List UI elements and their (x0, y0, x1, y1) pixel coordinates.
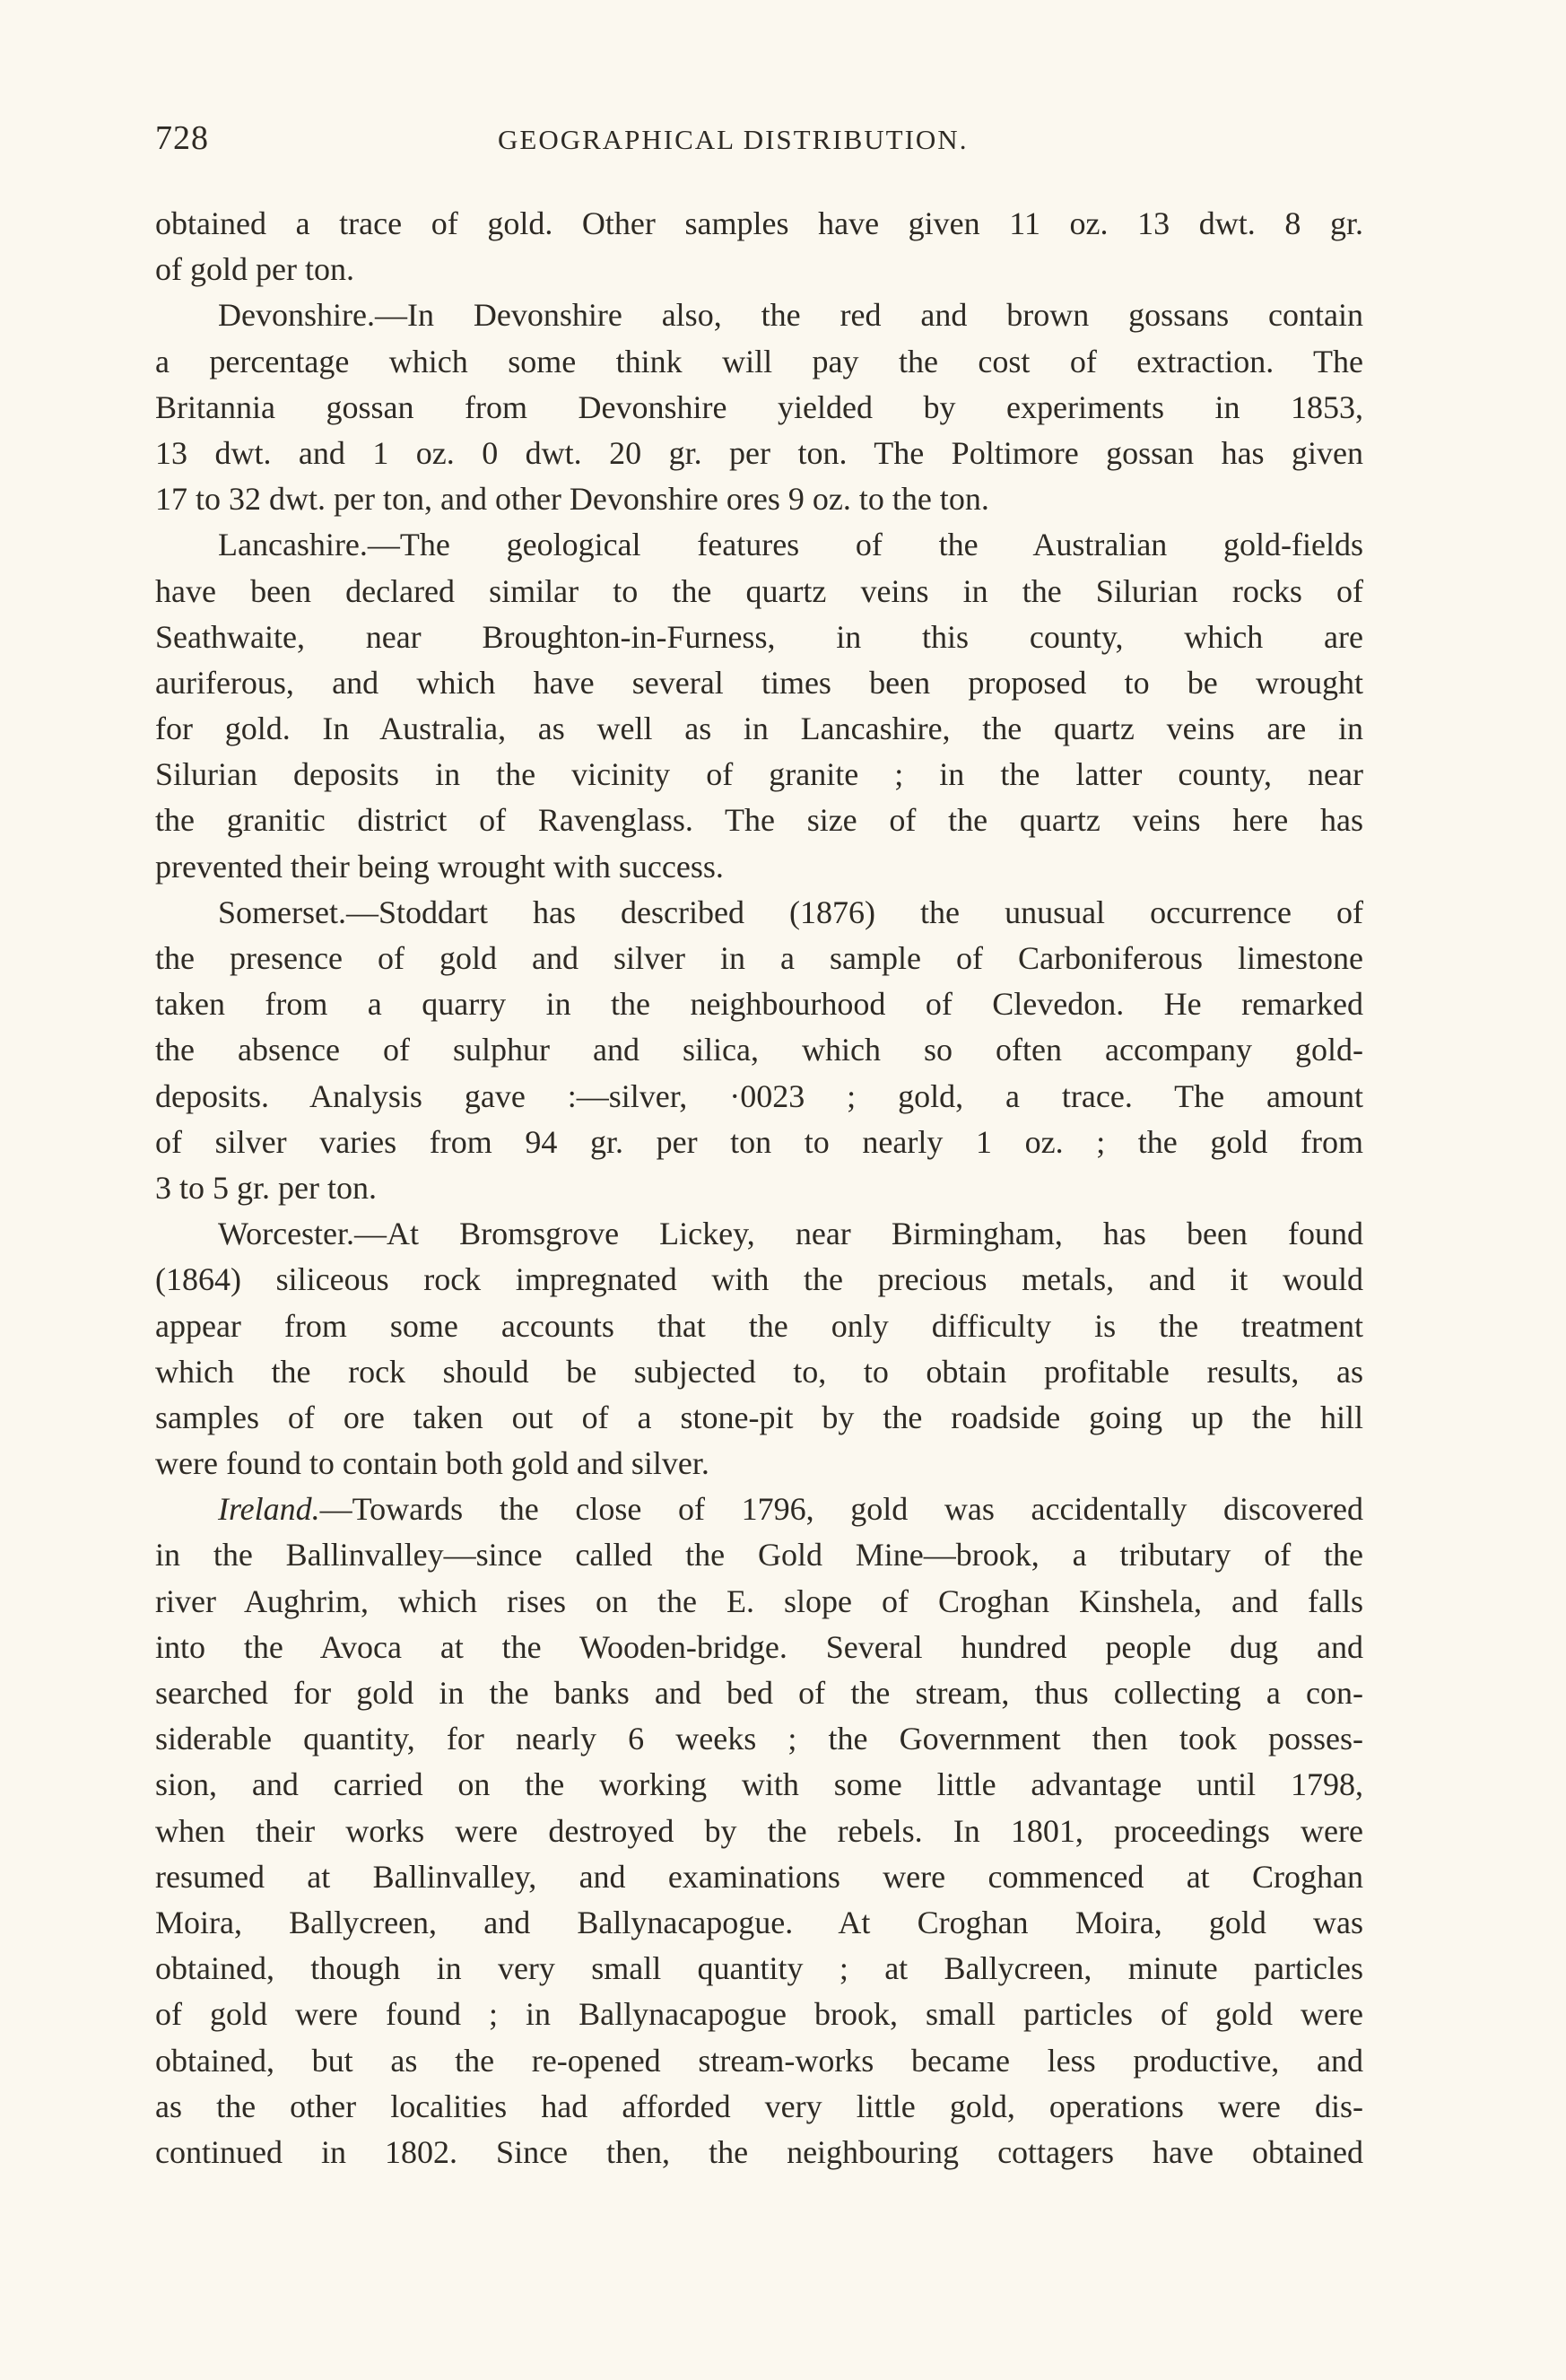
text-line: 3 to 5 gr. per ton. (155, 1169, 377, 1206)
text-line: as the other localities had afforded very little gold, operations were dis- (155, 2088, 1363, 2124)
text-line: Britannia gossan from Devonshire yielded by experiments in 1853, (155, 388, 1363, 425)
text-line: Somerset.—Stoddart has described (1876) the unusual occurrence of (218, 894, 1363, 930)
text-line: Silurian deposits in the vicinity of granite ; in the latter county, near (155, 756, 1363, 793)
text-line: obtained a trace of gold. Other samples have given 11 oz. 13 dwt. 8 gr. (155, 205, 1363, 241)
text-line: of silver varies from 94 gr. per ton to nearly 1 oz. ; the gold from (155, 1123, 1363, 1160)
text-line: the presence of gold and silver in a sample of Carboniferous limestone (155, 940, 1363, 976)
text-line: 17 to 32 dwt. per ton, and other Devonshire ores 9 oz. to the ton. (155, 481, 989, 518)
text-line: into the Avoca at the Wooden-bridge. Several hundred people dug and (155, 1628, 1363, 1665)
text-line: when their works were destroyed by the rebels. In 1801, proceedings were (155, 1812, 1363, 1849)
text-line: samples of ore taken out of a stone-pit by the roadside going up the hill (155, 1399, 1363, 1435)
page-header (155, 118, 1363, 163)
text-line: were found to contain both gold and silver. (155, 1445, 709, 1482)
running-head: GEOGRAPHICAL DISTRIBUTION. (498, 124, 969, 155)
text-line: a percentage which some think will pay the cost of extraction. The (155, 343, 1363, 379)
text-line: taken from a quarry in the neighbourhood of Clevedon. He remarked (155, 986, 1363, 1023)
text-line: searched for gold in the banks and bed of the stream, thus collecting a con- (155, 1675, 1363, 1711)
text-line: which the rock should be subjected to, to obtain profitable results, as (155, 1353, 1363, 1390)
body-text (155, 201, 1363, 2175)
text-line: continued in 1802. Since then, the neighbouring cottagers have obtained (155, 2133, 1363, 2170)
text-line: auriferous, and which have several times been proposed to be wrought (155, 664, 1363, 701)
text-line: of gold per ton. (155, 251, 354, 288)
text-line: obtained, but as the re-opened stream-works became less productive, and (155, 2042, 1363, 2079)
text-line: (1864) siliceous rock impregnated with the precious metals, and it would (155, 1261, 1363, 1298)
text-line: 13 dwt. and 1 oz. 0 dwt. 20 gr. per ton. The Poltimore gossan has given (155, 434, 1363, 471)
text-line: obtained, though in very small quantity ; at Ballycreen, minute particles (155, 1950, 1363, 1987)
text-line: prevented their being wrought with success. (155, 848, 724, 885)
text-line: the absence of sulphur and silica, which so often accompany gold- (155, 1032, 1363, 1068)
text-line: in the Ballinvalley—since called the Gold Mine—brook, a tributary of the (155, 1537, 1363, 1574)
text-line: for gold. In Australia, as well as in Lancashire, the quartz veins are in (155, 711, 1363, 747)
text-line: have been declared similar to the quartz veins in the Silurian rocks of (155, 572, 1363, 609)
text-line: Seathwaite, near Broughton-in-Furness, in this county, which are (155, 618, 1363, 655)
text-line: Lancashire.—The geological features of the Australian gold-fields (218, 527, 1363, 563)
text-line: deposits. Analysis gave :—silver, ·0023 ; gold, a trace. The amount (155, 1077, 1363, 1114)
page-number: 728 (155, 119, 209, 157)
text-line: river Aughrim, which rises on the E. slope of Croghan Kinshela, and falls (155, 1582, 1363, 1619)
text-line: resumed at Ballinvalley, and examinations were commenced at Croghan (155, 1858, 1363, 1895)
text-line: sion, and carried on the working with some little advantage until 1798, (155, 1766, 1363, 1803)
text-line: appear from some accounts that the only difficulty is the treatment (155, 1307, 1363, 1344)
section-lead-ireland: Ireland. (218, 1491, 320, 1528)
text-line-rest: —Towards the close of 1796, gold was accidentally discovered (319, 1491, 1363, 1528)
text-line: siderable quantity, for nearly 6 weeks ; the Government then took posses- (155, 1721, 1363, 1757)
text-line: Devonshire.—In Devonshire also, the red and brown gossans contain (218, 297, 1363, 334)
text-line: Moira, Ballycreen, and Ballynacapogue. At Croghan Moira, gold was (155, 1904, 1363, 1940)
text-line: of gold were found ; in Ballynacapogue brook, small particles of gold were (155, 1996, 1363, 2033)
text-line (155, 1486, 1363, 1532)
text-line: the granitic district of Ravenglass. The size of the quartz veins here has (155, 802, 1363, 839)
text-line: Worcester.—At Bromsgrove Lickey, near Birmingham, has been found (218, 1216, 1363, 1252)
